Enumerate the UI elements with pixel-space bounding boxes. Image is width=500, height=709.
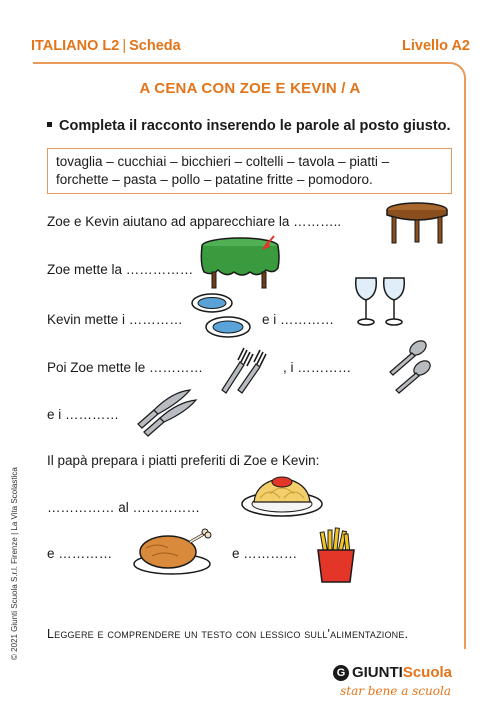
sentence-3a: Kevin mette i ………… bbox=[47, 312, 183, 327]
publisher-tagline: star bene a scuola bbox=[340, 684, 451, 698]
spoons-icon bbox=[386, 338, 432, 394]
bullet-icon bbox=[47, 122, 52, 127]
glasses-icon bbox=[352, 274, 414, 330]
sentence-8b: e ………… bbox=[232, 546, 298, 561]
plates-icon bbox=[190, 292, 260, 340]
header-subject bbox=[31, 38, 181, 54]
logo-part-1: GIUNTI bbox=[351, 664, 403, 681]
word-box bbox=[47, 148, 452, 194]
sentence-2: Zoe mette la …………… bbox=[47, 262, 194, 277]
publisher-logo bbox=[333, 664, 452, 681]
sentence-3b: e i ………… bbox=[262, 312, 335, 327]
sentence-6: Il papà prepara i piatti preferiti di Zoe e Kevin: bbox=[47, 453, 320, 468]
sentence-4a: Poi Zoe mette le ………… bbox=[47, 360, 204, 375]
sentence-4b: , i ………… bbox=[283, 360, 352, 375]
word-box-line-1: tovaglia – cucchiai – bicchieri – coltelli – tavola – piatti – bbox=[56, 154, 390, 169]
header-separator: | bbox=[122, 38, 127, 54]
sentence-1: Zoe e Kevin aiutano ad apparecchiare la ……….. bbox=[47, 214, 342, 229]
doc-type-label: Scheda bbox=[129, 38, 181, 54]
pasta-icon bbox=[240, 470, 326, 520]
logo-part-2: Scuola bbox=[402, 664, 452, 681]
instruction bbox=[47, 118, 451, 134]
sentence-5: e i ………… bbox=[47, 407, 120, 422]
word-box-line-2: forchette – pasta – pollo – patatine fritte – pomodoro. bbox=[56, 172, 373, 187]
sentence-8a: e ………… bbox=[47, 546, 113, 561]
tablecloth-icon bbox=[198, 232, 288, 290]
giunti-logo-icon: G bbox=[333, 665, 349, 681]
fries-icon bbox=[316, 528, 356, 584]
subject-label: ITALIANO L2 bbox=[31, 38, 120, 54]
footer-description: Leggere e comprendere un testo con lessico sull'alimentazione. bbox=[47, 627, 409, 641]
sentence-7: …………… al …………… bbox=[47, 500, 201, 515]
knives-icon bbox=[132, 386, 202, 436]
page-title: A CENA CON ZOE E KEVIN / A bbox=[139, 80, 361, 97]
copyright-text: © 2021 Giunti Scuola S.r.l. Firenze | La Vita Scolastica bbox=[10, 467, 19, 660]
level-label: Livello A2 bbox=[402, 38, 470, 54]
table-icon bbox=[382, 200, 452, 245]
chicken-icon bbox=[132, 526, 216, 576]
forks-icon bbox=[218, 338, 268, 396]
instruction-text: Completa il racconto inserendo le parole al posto giusto. bbox=[59, 118, 451, 134]
